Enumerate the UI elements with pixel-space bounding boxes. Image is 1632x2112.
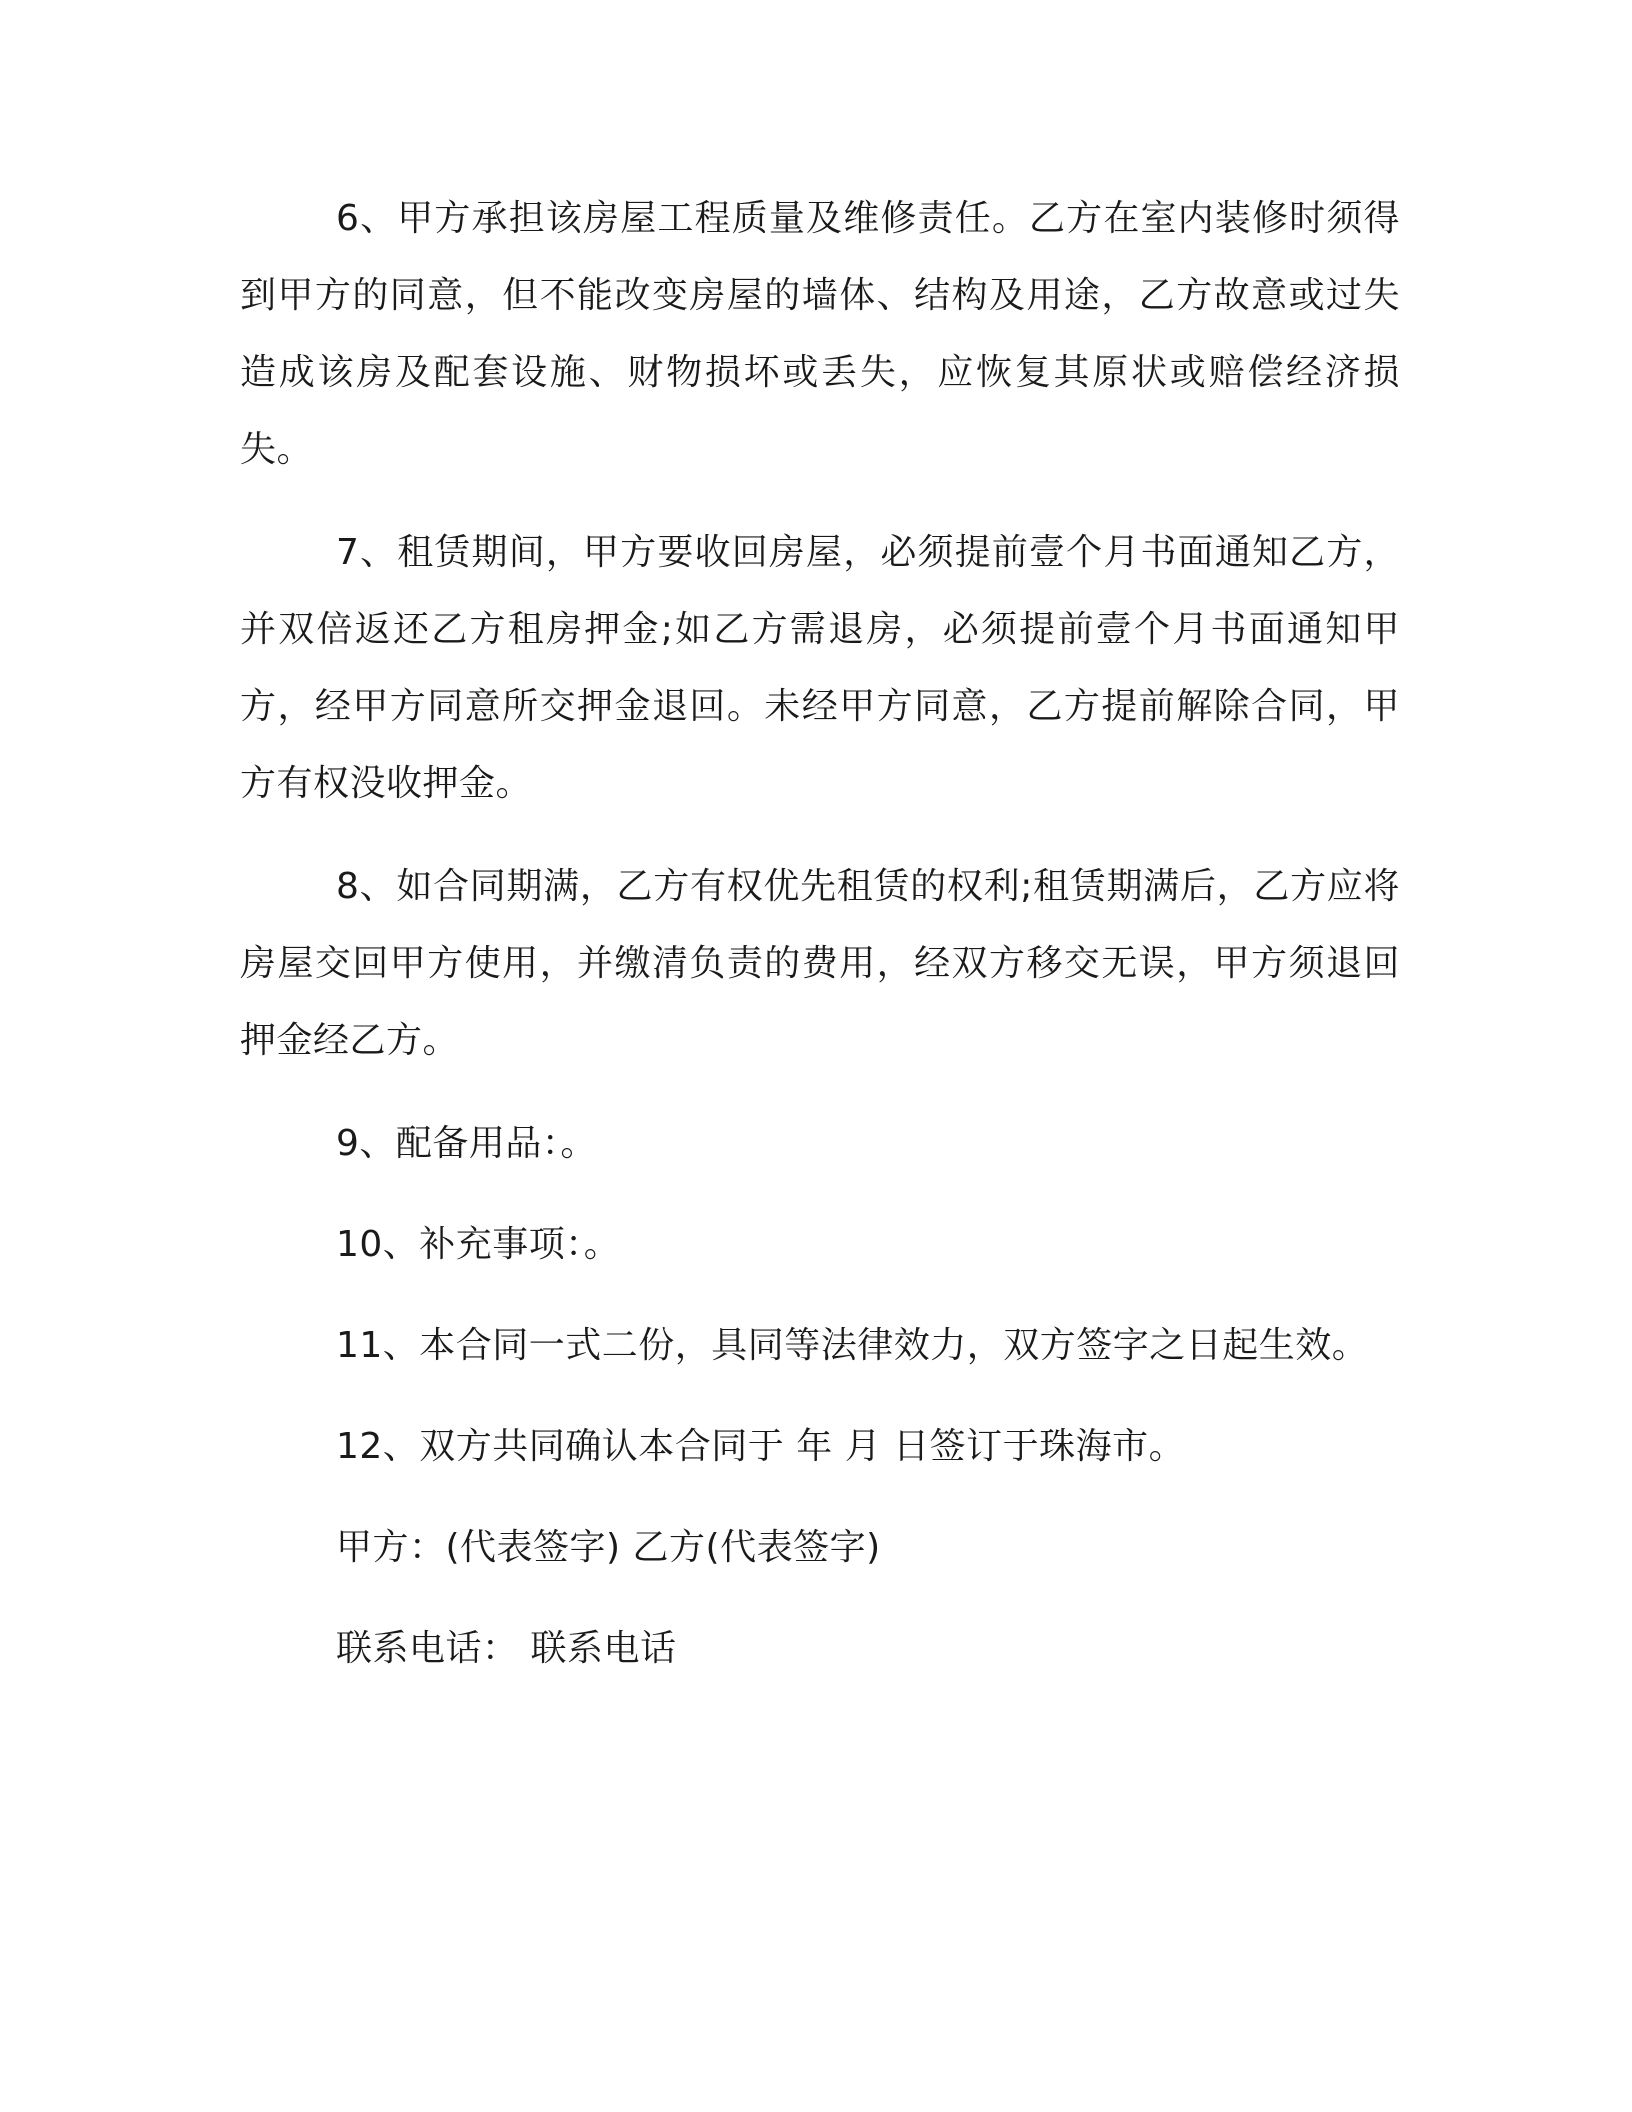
clause-10: 10、补充事项：。 — [336, 1224, 621, 1265]
clause-6: 6、甲方承担该房屋工程质量及维修责任。乙方在室内装修时须得到甲方的同意，但不能改变房屋的墙体、结构及用途，乙方故意或过失造成该房及配套设施、财物损坏或丢失，应恢复其原状或赔偿经济损失。 — [240, 198, 1400, 470]
contact-phone-line: 联系电话： 联系电话 — [336, 1628, 677, 1669]
signature-line: 甲方：(代表签字) 乙方(代表签字) — [336, 1527, 881, 1568]
clause-8: 8、如合同期满，乙方有权优先租赁的权利;租赁期满后，乙方应将房屋交回甲方使用，并缴清负责的费用，经双方移交无误，甲方须退回押金经乙方。 — [240, 866, 1400, 1061]
clause-11: 11、本合同一式二份，具同等法律效力，双方签字之日起生效。 — [336, 1325, 1369, 1366]
contract-page — [240, 180, 1400, 1711]
clause-7: 7、租赁期间，甲方要收回房屋，必须提前壹个月书面通知乙方，并双倍返还乙方租房押金;如乙方需退房，必须提前壹个月书面通知甲方，经甲方同意所交押金退回。未经甲方同意，乙方提前解除合同，甲方有权没收押金。 — [240, 532, 1400, 804]
clause-12: 12、双方共同确认本合同于 年 月 日签订于珠海市。 — [336, 1426, 1186, 1467]
clause-9: 9、配备用品：。 — [336, 1123, 597, 1164]
